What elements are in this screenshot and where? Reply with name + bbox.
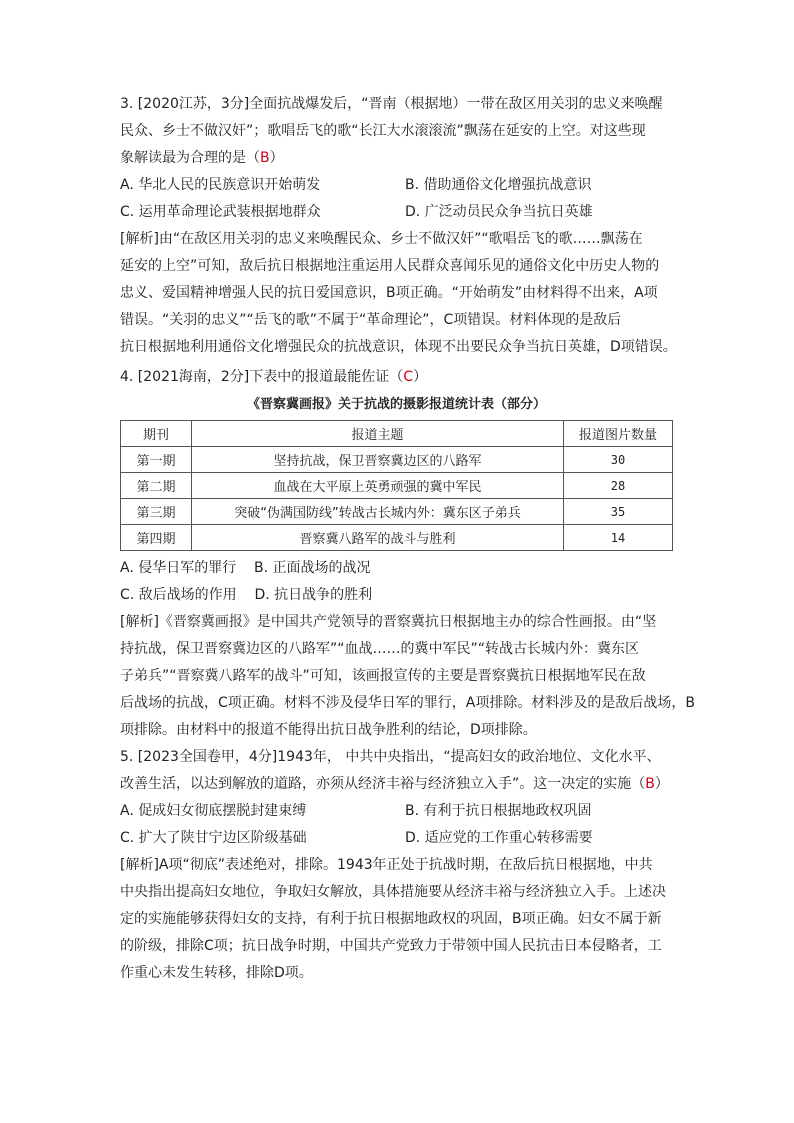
analysis-line: 的阶级，排除C项；抗日战争时期，中国共产党致力于带领中国人民抗击日本侵略者，工 <box>120 938 662 954</box>
table-cell-count: 28 <box>564 473 673 499</box>
table-row <box>121 499 673 525</box>
analysis-line: 定的实施能够获得妇女的支持，有利于抗日根据地政权的巩固，B项正确。妇女不属于新 <box>120 911 662 927</box>
stem-close: ） <box>413 369 428 385</box>
table-cell-count: 14 <box>564 525 673 551</box>
question-stem-line <box>120 771 680 798</box>
option-d: D. 抗日战争的胜利 <box>254 587 373 603</box>
report-table <box>120 420 673 551</box>
table-row <box>121 447 673 473</box>
analysis-line: 忠义、爱国精神增强人民的抗日爱国意识，B项正确。“开始萌发”由材料得不出来，A项 <box>120 285 658 301</box>
answer-letter: C <box>403 369 414 385</box>
table-cell-topic: 晋察冀八路军的战斗与胜利 <box>192 525 564 551</box>
question-stem-line <box>120 364 680 391</box>
option-b: B. 有利于抗日根据地政权巩固 <box>405 803 592 819</box>
options-row <box>120 172 680 199</box>
stem-text: 象解读最为合理的是（ <box>120 150 260 166</box>
table-row <box>121 473 673 499</box>
question-stem-line: 3. [2020江苏，3分]全面抗战爆发后，“晋南（根据地）一带在敌区用关羽的忠义来唤醒 <box>120 96 663 112</box>
table-cell-topic: 血战在大平原上英勇顽强的冀中军民 <box>192 473 564 499</box>
table-header-row <box>121 421 673 447</box>
question-4-body <box>120 555 695 744</box>
options-row <box>120 582 680 609</box>
analysis-line: 延安的上空”可知，敌后抗日根据地注重运用人民群众喜闻乐见的通俗文化中历史人物的 <box>120 258 660 274</box>
table-cell-issue: 第一期 <box>121 447 192 473</box>
option-d: D. 广泛动员民众争当抗日英雄 <box>405 204 593 220</box>
table-cell-topic: 突破“伪满国防线”转战古长城内外：冀东区子弟兵 <box>192 499 564 525</box>
answer-letter: B <box>260 150 270 166</box>
option-c: C. 敌后战场的作用 <box>120 587 237 603</box>
table-row <box>121 525 673 551</box>
answer-letter: B <box>645 776 655 792</box>
analysis-line: [解析]由“在敌区用关羽的忠义来唤醒民众、乡士不做汉奸”“歌唱岳飞的歌……飘荡在 <box>120 231 643 247</box>
table-cell-issue: 第三期 <box>121 499 192 525</box>
question-3 <box>120 91 680 361</box>
option-c: C. 运用革命理论武装根据地群众 <box>120 204 321 220</box>
stem-close: ） <box>269 150 284 166</box>
stem-text: 4. [2021海南，2分]下表中的报道最能佐证（ <box>120 369 404 385</box>
analysis-line: 子弟兵”“晋察冀八路军的战斗”可知，该画报宣传的主要是晋察冀抗日根据地军民在敌 <box>120 668 646 684</box>
analysis-line: 抗日根据地利用通俗文化增强民众的抗战意识，体现不出要民众争当抗日英雄，D项错误。 <box>120 339 677 355</box>
stem-close: ） <box>654 776 669 792</box>
analysis-line: 持抗战，保卫晋察冀边区的八路军”“血战……的冀中军民”“转战古长城内外：冀东区 <box>120 641 640 657</box>
table-cell-issue: 第四期 <box>121 525 192 551</box>
analysis-line: 项排除。由材料中的报道不能得出抗日战争胜利的结论，D项排除。 <box>120 722 537 738</box>
analysis-line: [解析]《晋察冀画报》是中国共产党领导的晋察冀抗日根据地主办的综合性画报。由“坚 <box>120 614 657 630</box>
analysis-line: 中央指出提高妇女地位，争取妇女解放，具体措施要从经济丰裕与经济独立入手。上述决 <box>120 884 666 900</box>
table-header-cell: 期刊 <box>121 421 192 447</box>
table-cell-issue: 第二期 <box>121 473 192 499</box>
question-stem-line <box>120 145 680 172</box>
options-row <box>120 555 680 582</box>
table-cell-topic: 坚持抗战，保卫晋察冀边区的八路军 <box>192 447 564 473</box>
option-c: C. 扩大了陕甘宁边区阶级基础 <box>120 830 307 846</box>
table-header-cell: 报道图片数量 <box>564 421 673 447</box>
options-row <box>120 825 680 852</box>
question-5 <box>120 744 680 987</box>
option-b: B. 正面战场的战况 <box>254 560 371 576</box>
option-d: D. 适应党的工作重心转移需要 <box>405 830 593 846</box>
question-stem-line: 民众、乡士不做汉奸”；歌唱岳飞的歌“长江大水滚滚流”飘荡在延安的上空。对这些现 <box>120 123 646 139</box>
options-row <box>120 798 680 825</box>
question-4-stem <box>120 364 680 391</box>
analysis-line: 作重心未发生转移，排除D项。 <box>120 965 313 981</box>
table-cell-count: 30 <box>564 447 673 473</box>
option-a: A. 侵华日军的罪行 <box>120 560 237 576</box>
question-stem-line: 5. [2023全国卷甲，4分]1943年， 中共中央指出，“提高妇女的政治地位、文化水平、 <box>120 749 661 765</box>
analysis-line: 后战场的抗战，C项正确。材料不涉及侵华日军的罪行，A项排除。材料涉及的是敌后战场，B <box>120 695 695 711</box>
option-a: A. 华北人民的民族意识开始萌发 <box>120 177 321 193</box>
analysis-line: [解析]A项“彻底”表述绝对，排除。1943年正处于抗战时期，在敌后抗日根据地，中共 <box>120 857 653 873</box>
option-a: A. 促成妇女彻底摆脱封建束缚 <box>120 803 307 819</box>
stem-text: 改善生活，以达到解放的道路，亦须从经济丰裕与经济独立入手”。这一决定的实施（ <box>120 776 646 792</box>
analysis-line: 错误。“关羽的忠义”“岳飞的歌”不属于“革命理论”，C项错误。材料体现的是敌后 <box>120 312 622 328</box>
option-b: B. 借助通俗文化增强抗战意识 <box>405 177 592 193</box>
table-cell-count: 35 <box>564 499 673 525</box>
options-row <box>120 199 680 226</box>
table-title: 《晋察冀画报》关于抗战的摄影报道统计表（部分） <box>246 397 546 412</box>
table-header-cell: 报道主题 <box>192 421 564 447</box>
